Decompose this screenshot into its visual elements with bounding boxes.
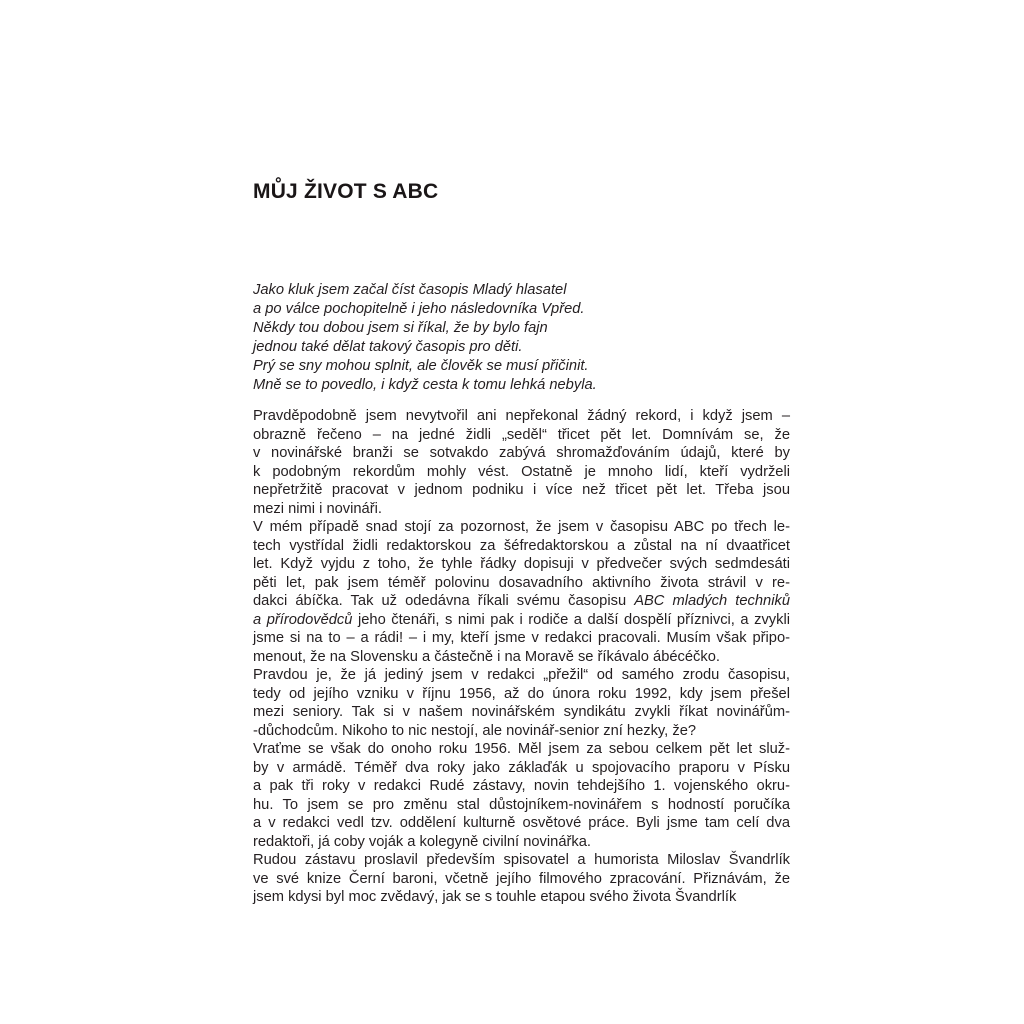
paragraph xyxy=(253,518,790,666)
text-line: Pravděpodobně jsem nevytvořil ani nepřekonal žádný rekord, i když jsem – xyxy=(253,408,790,424)
text-line: -důchodcům. Nikoho to nic nestojí, ale novinář-senior zní hezky, že? xyxy=(253,722,697,739)
text-line: dakci ábíčka. Tak už odedávna říkali svému časopisu ABC mladých techniků xyxy=(253,593,790,609)
body-text xyxy=(253,407,790,907)
text-line: ve své knize Černí baroni, včetně jejího filmového zpracování. Přiznávám, že xyxy=(253,870,790,887)
text-line: tech vystřídal židli redaktorskou za šéfredaktorskou a zůstal na ní dvaatřicet xyxy=(253,537,790,554)
text-line: mezi nimi i novináři. xyxy=(253,500,382,517)
text-line: a v redakci vedl tzv. oddělení kulturně osvětové práce. Byli jsme tam celí dva xyxy=(253,815,790,831)
text-line: by v armádě. Téměř dva roky jako záklaďák u spojovacího praporu v Písku xyxy=(253,759,790,776)
paragraph xyxy=(253,407,790,518)
text-line: menout, že na Slovensku a částečně i na Moravě se říkávalo ábécéčko. xyxy=(253,648,720,665)
page-title: MŮJ ŽIVOT S ABC xyxy=(253,180,439,204)
text-line: pěti let, pak jsem téměř polovinu dosavadního aktivního života strávil v re- xyxy=(253,574,790,591)
text-line: a přírodovědců jeho čtenáři, s nimi pak i rodiče a další dospělí příznivci, a zvykli xyxy=(253,611,790,628)
text-line: obrazně řečeno – na jedné židli „seděl“ třicet pět let. Domnívám se, že xyxy=(253,426,790,443)
text-line: Vraťme se však do onoho roku 1956. Měl jsem za sebou celkem pět let služ- xyxy=(253,741,790,757)
text-line: redaktoři, já coby voják a kolegyně civilní novinářka. xyxy=(253,833,591,850)
text-line: Rudou zástavu proslavil především spisovatel a humorista Miloslav Švandrlík xyxy=(253,852,790,868)
text-line: k podobným rekordům mohly vést. Ostatně je mnoho lidí, kteří vydrželi xyxy=(253,463,790,480)
epigraph-line: Někdy tou dobou jsem si říkal, že by bylo fajn xyxy=(253,320,548,336)
text-line: v novinářské branži se sotvakdo zabývá shromažďováním údajů, které by xyxy=(253,445,790,461)
text-line: mezi seniory. Tak si v našem novinářském syndikátu zvykli říkat novinářům- xyxy=(253,704,790,720)
text-line: jsme si na to – a rádi! – i my, kteří jsme v redakci pracovali. Musím však připo- xyxy=(253,630,790,646)
text-line: nepřetržitě pracovat v jednom podniku i více než třicet pět let. Třeba jsou xyxy=(253,482,790,498)
paragraph xyxy=(253,740,790,851)
epigraph-line: Jako kluk jsem začal číst časopis Mladý hlasatel xyxy=(253,282,567,298)
paragraph xyxy=(253,851,790,907)
text-line: a pak tři roky v redakci Rudé zástavy, novin tehdejšího 1. vojenského okru- xyxy=(253,778,790,794)
paragraph xyxy=(253,666,790,740)
text-line: jsem kdysi byl moc zvědavý, jak se s touhle etapou svého života Švandrlík xyxy=(253,889,737,905)
epigraph-line: Prý se sny mohou splnit, ale člověk se musí přičinit. xyxy=(253,358,589,374)
epigraph-line: a po válce pochopitelně i jeho následovníka Vpřed. xyxy=(253,301,585,317)
epigraph-line: Mně se to povedlo, i když cesta k tomu lehká nebyla. xyxy=(253,377,597,393)
text-line: let. Když vyjdu z toho, že tyhle řádky dopisuji v předvečer svých sedmdesáti xyxy=(253,556,790,572)
epigraph-line: jednou také dělat takový časopis pro děti. xyxy=(253,339,523,355)
epigraph xyxy=(253,281,790,395)
text-line: hu. To jsem se pro změnu stal důstojníkem-novinářem s hodností poručíka xyxy=(253,796,790,813)
text-line: V mém případě snad stojí za pozornost, že jsem v časopisu ABC po třech le- xyxy=(253,519,790,535)
text-line: tedy od jejího vzniku v říjnu 1956, až do února roku 1992, kdy jsem přešel xyxy=(253,685,790,702)
text-line: Pravdou je, že já jediný jsem v redakci „přežil“ od samého zrodu časopisu, xyxy=(253,667,790,683)
